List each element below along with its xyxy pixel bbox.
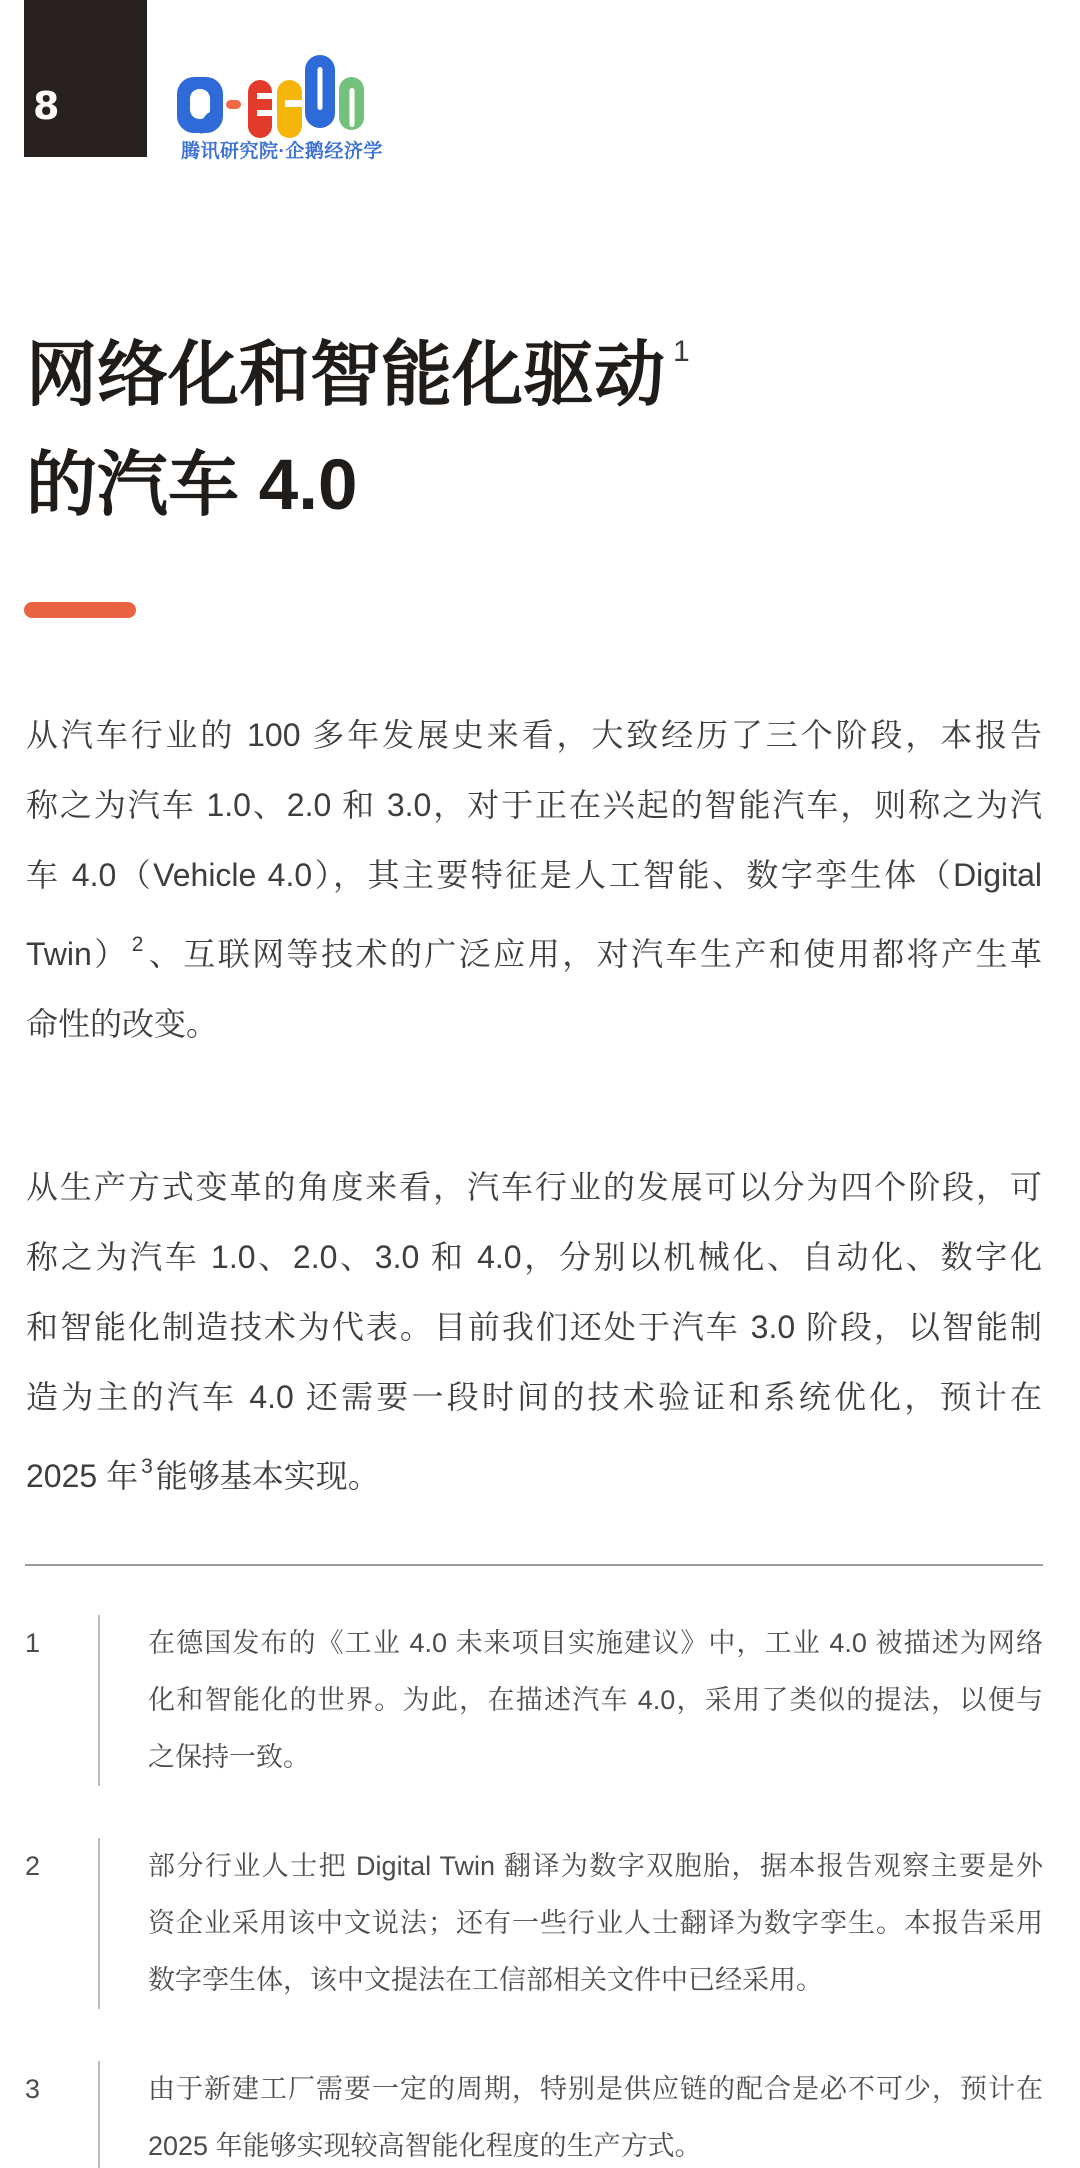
footnote-number: 1 (25, 1628, 41, 1658)
title-line-1: 网络化和智能化驱动 (26, 336, 666, 415)
title-superscript-1: 1 (673, 335, 690, 368)
qecon-logo-mark (174, 55, 368, 140)
paragraph-text: 、互联网等技术的广泛应用，对汽车生产和使用都将产生革 (146, 936, 1042, 972)
footnote-line: 之保持一致。 (148, 1742, 310, 1772)
footnote-line: 数字孪生体，该中文提法在工信部相关文件中已经采用。 (148, 1965, 823, 1995)
footnote-line: 部分行业人士把 Digital Twin 翻译为数字双胞胎，据本报告观察主要是外 (148, 1851, 1043, 1881)
paragraph-text: 能够基本实现。 (155, 1458, 380, 1494)
logo-letter-q (177, 77, 223, 136)
logo-letter-e (248, 80, 272, 138)
footnote-ref-3: 3 (141, 1455, 153, 1478)
paragraph-line: 称之为汽车 1.0、2.0、3.0 和 4.0，分别以机械化、自动化、数字化 (26, 1239, 1042, 1275)
footnote-line: 由于新建工厂需要一定的周期，特别是供应链的配合是必不可少，预计在 (148, 2074, 1043, 2104)
intro-paragraph (26, 700, 1042, 1059)
footnote-line: 化和智能化的世界。为此，在描述汽车 4.0，采用了类似的提法，以便与 (148, 1685, 1043, 1715)
logo-letter-n (339, 77, 364, 130)
footnote-divider (25, 1564, 1043, 1566)
footnotes-section (25, 1615, 1043, 2168)
footnote-line: 2025 年能够实现较高智能化程度的生产方式。 (148, 2131, 702, 2161)
paragraph-line: 称之为汽车 1.0、2.0 和 3.0，对于正在兴起的智能汽车，则称之为汽 (26, 787, 1042, 823)
footnote-line: 资企业采用该中文说法；还有一些行业人士翻译为数字孪生。本报告采用 (148, 1908, 1043, 1938)
paragraph-text: Twin） (26, 936, 129, 972)
footnote-number: 2 (25, 1851, 41, 1881)
logo-letter-o (305, 55, 335, 128)
page-number: 8 (33, 84, 60, 128)
production-paragraph (26, 1152, 1042, 1511)
paragraph-line (26, 1432, 1042, 1511)
paragraph-line: 从汽车行业的 100 多年发展史来看，大致经历了三个阶段，本报告 (26, 717, 1042, 753)
footnote-2 (25, 1838, 1043, 2009)
logo-dash (226, 100, 241, 109)
footnote-text (100, 2061, 1043, 2168)
footnote-text (100, 1838, 1043, 2009)
footnote-line: 在德国发布的《工业 4.0 未来项目实施建议》中，工业 4.0 被描述为网络 (148, 1628, 1043, 1658)
logo-tagline: 腾讯研究院·企鹅经济学 (181, 141, 383, 162)
footnote-3 (25, 2061, 1043, 2168)
logo-letter-c (277, 80, 302, 138)
paragraph-line: 和智能化制造技术为代表。目前我们还处于汽车 3.0 阶段，以智能制 (26, 1309, 1042, 1345)
paragraph-line (26, 910, 1042, 989)
paragraph-line: 从生产方式变革的角度来看，汽车行业的发展可以分为四个阶段，可 (26, 1169, 1042, 1205)
footnote-text (100, 1615, 1043, 1786)
paragraph-line: 造为主的汽车 4.0 还需要一段时间的技术验证和系统优化，预计在 (26, 1379, 1042, 1415)
footnote-1 (25, 1615, 1043, 1786)
footnote-number: 3 (25, 2074, 41, 2104)
footnote-ref-2: 2 (131, 933, 144, 956)
paragraph-text: 2025 年 (26, 1458, 139, 1494)
paragraph-line: 命性的改变。 (26, 1006, 219, 1042)
page-number-box (24, 0, 147, 157)
qecon-logo (174, 55, 383, 162)
accent-bar (24, 602, 136, 618)
paragraph-line: 车 4.0（Vehicle 4.0），其主要特征是人工智能、数字孪生体（Digital (26, 857, 1042, 893)
title-line-2: 的汽车 4.0 (26, 446, 358, 525)
article-title (26, 297, 1046, 541)
